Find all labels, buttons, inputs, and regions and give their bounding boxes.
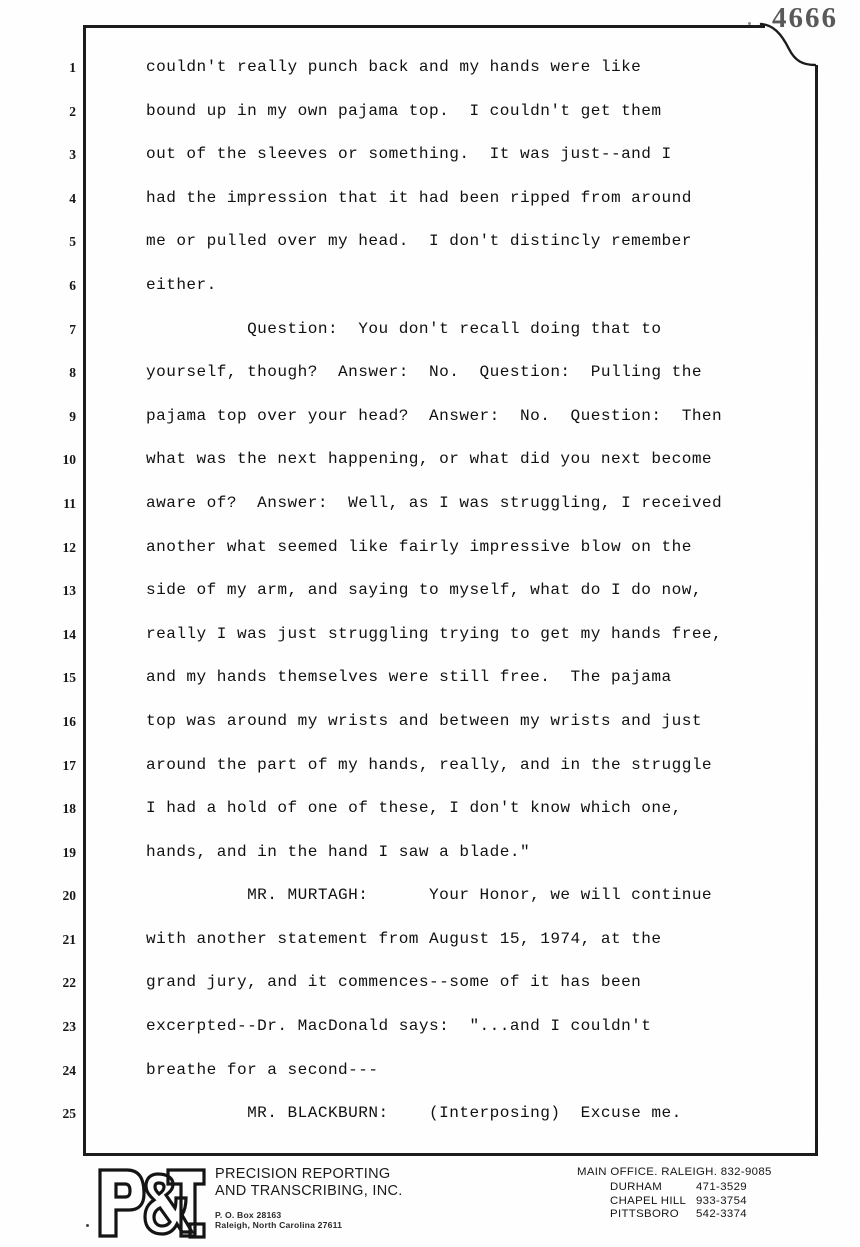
- transcript-line: I had a hold of one of these, I don't know which one,: [146, 799, 682, 818]
- transcript-line: side of my arm, and saying to myself, what do I do now,: [146, 581, 702, 600]
- line-number: 6: [69, 277, 76, 293]
- transcript-line: another what seemed like fairly impressive blow on the: [146, 537, 692, 556]
- transcript-line: me or pulled over my head. I don't distincly remember: [146, 232, 692, 251]
- frame-edge-bottom: [83, 1153, 818, 1156]
- line-number: 25: [62, 1106, 76, 1122]
- line-number: 16: [62, 713, 76, 729]
- line-number: 22: [62, 975, 76, 991]
- transcript-line: either.: [146, 275, 217, 294]
- line-number: 24: [62, 1062, 76, 1078]
- line-number: 8: [69, 365, 76, 381]
- office-phone-number: 933-3754: [696, 1194, 747, 1207]
- line-number: 18: [62, 801, 76, 817]
- company-name-line-1: PRECISION REPORTING: [215, 1166, 391, 1182]
- transcript-line: really I was just struggling trying to get my hands free,: [146, 624, 723, 643]
- transcript-line: had the impression that it had been ripped from around: [146, 188, 692, 207]
- transcript-line: Question: You don't recall doing that to: [146, 319, 662, 338]
- office-city: DURHAM: [610, 1181, 663, 1193]
- transcript-line: excerpted--Dr. MacDonald says: "...and I couldn't: [146, 1017, 652, 1036]
- line-number: 2: [69, 103, 76, 119]
- footer-dot: [86, 1224, 89, 1227]
- transcript-body: [146, 46, 846, 1136]
- office-phone-list: [577, 1166, 772, 1222]
- transcript-line: MR. MURTAGH: Your Honor, we will continue: [146, 886, 713, 905]
- line-number: 7: [69, 321, 76, 337]
- transcript-line: top was around my wrists and between my wrists and just: [146, 711, 702, 730]
- line-number: 10: [62, 452, 76, 468]
- company-address: [215, 1210, 342, 1231]
- office-phone-number: 542-3374: [696, 1208, 747, 1221]
- line-number: 17: [62, 757, 76, 773]
- transcript-line: and my hands themselves were still free. The pajama: [146, 668, 672, 687]
- transcript-line: hands, and in the hand I saw a blade.": [146, 842, 531, 861]
- line-number: 21: [62, 931, 76, 947]
- transcript-line: breathe for a second---: [146, 1060, 379, 1079]
- line-number: 15: [62, 670, 76, 686]
- company-name-block: [215, 1166, 403, 1199]
- line-number: 3: [69, 147, 76, 163]
- address-line-2: Raleigh, North Carolina 27611: [215, 1220, 343, 1231]
- line-number: 1: [69, 60, 76, 75]
- pt-logo: [96, 1164, 208, 1240]
- office-city: PITTSBORO: [610, 1208, 679, 1221]
- line-number-gutter: [44, 46, 76, 1136]
- transcript-line: MR. BLACKBURN: (Interposing) Excuse me.: [146, 1104, 682, 1123]
- page-footer: [0, 1160, 860, 1247]
- line-number: 4: [69, 190, 76, 206]
- line-number: 11: [63, 495, 76, 511]
- transcript-line: grand jury, and it commences--some of it has been: [146, 973, 642, 992]
- transcript-line: around the part of my hands, really, and in the struggle: [146, 755, 713, 774]
- main-office-phone: MAIN OFFICE. RALEIGH. 832-9085: [577, 1166, 772, 1178]
- transcript-line: out of the sleeves or something. It was just--and I: [146, 145, 672, 164]
- office-phone-number: 471-3529: [696, 1181, 747, 1193]
- office-phone-row: [610, 1195, 772, 1209]
- line-number: 14: [62, 626, 76, 642]
- line-number: 5: [69, 234, 76, 250]
- line-number: 9: [69, 408, 76, 424]
- line-number: 23: [62, 1019, 76, 1035]
- transcript-line: couldn't really punch back and my hands were like: [146, 58, 642, 76]
- transcript-line: what was the next happening, or what did you next become: [146, 450, 713, 469]
- line-number: 13: [62, 583, 76, 599]
- office-phone-row: [610, 1208, 772, 1222]
- transcript-line: with another statement from August 15, 1974, at the: [146, 929, 662, 948]
- pt-logo-icon: [96, 1164, 208, 1240]
- transcript-line: bound up in my own pajama top. I couldn't get them: [146, 101, 662, 120]
- branch-office-rows: [577, 1181, 772, 1222]
- line-number: 12: [62, 539, 76, 555]
- office-city: CHAPEL HILL: [610, 1194, 687, 1207]
- line-number: 19: [62, 844, 76, 860]
- line-number: 20: [62, 888, 76, 904]
- page-number: 4666: [772, 2, 838, 34]
- transcript-line: pajama top over your head? Answer: No. Question: Then: [146, 406, 723, 425]
- office-phone-row: [610, 1181, 772, 1195]
- company-name-line-2: AND TRANSCRIBING, INC.: [215, 1182, 403, 1199]
- transcript-line: aware of? Answer: Well, as I was struggling, I received: [146, 493, 723, 512]
- address-line-1: P. O. Box 28163: [215, 1210, 282, 1220]
- transcript-line: yourself, though? Answer: No. Question: Pulling the: [146, 363, 702, 382]
- frame-edge-top: [83, 25, 765, 28]
- frame-edge-left: [83, 25, 86, 1156]
